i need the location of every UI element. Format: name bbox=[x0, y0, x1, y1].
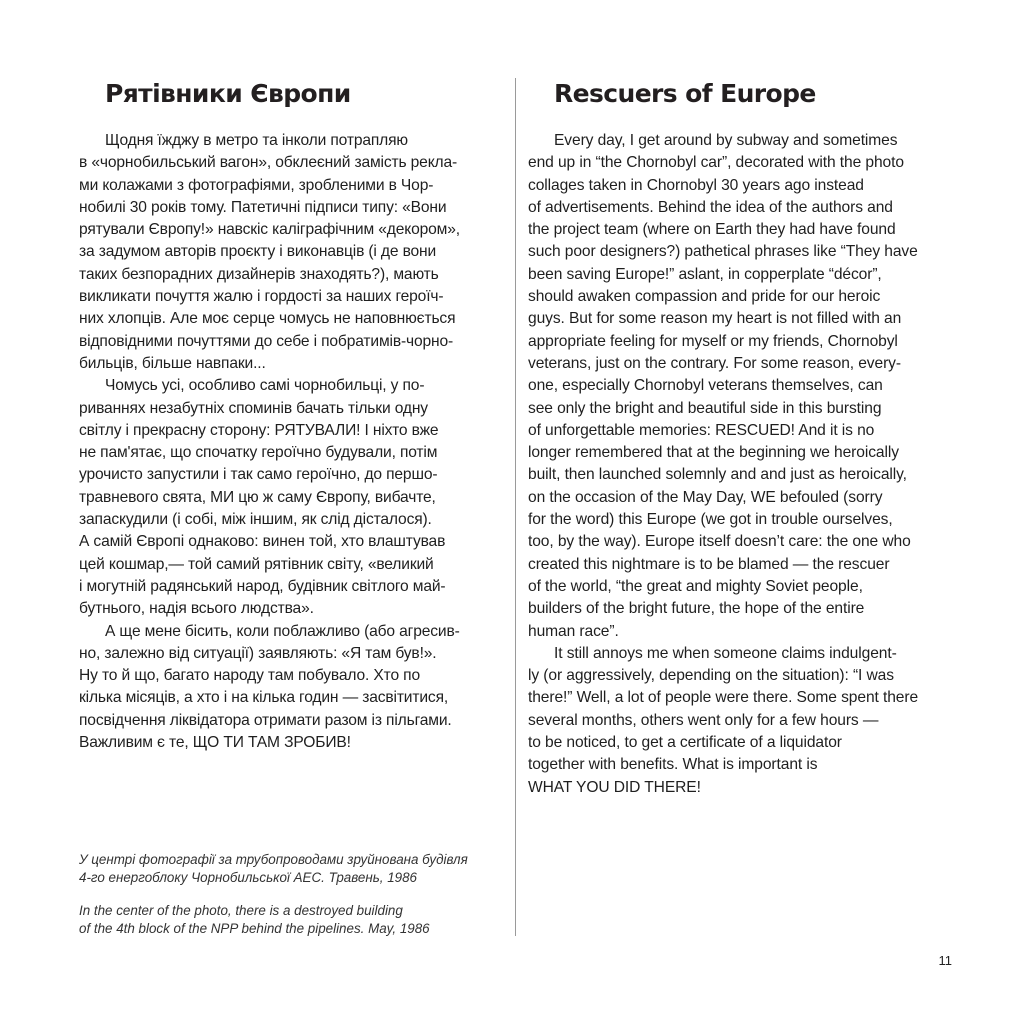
text-line: бутнього, надія всього людства». bbox=[79, 600, 314, 618]
text-line: should awaken compassion and pride for our heroic bbox=[528, 288, 881, 306]
text-line: collages taken in Chornobyl 30 years ago instead bbox=[528, 176, 864, 194]
text-line: посвідчення ліквідатора отримати разом із пільгами. bbox=[79, 711, 452, 729]
photo-caption-ukrainian bbox=[79, 851, 509, 887]
text-line: of the world, “the great and mighty Soviet people, bbox=[528, 577, 863, 595]
ukrainian-body bbox=[79, 130, 504, 754]
text-line: риваннях незабутніх споминів бачать тільки одну bbox=[79, 399, 428, 417]
text-line: цей кошмар,— той самий рятівник світу, «великий bbox=[79, 555, 434, 573]
text-line: It still annoys me when someone claims indulgent- bbox=[554, 644, 897, 662]
text-line: of advertisements. Behind the idea of the authors and bbox=[528, 198, 893, 216]
text-line: veterans, just on the contrary. For some reason, every- bbox=[528, 354, 901, 372]
text-line: appropriate feeling for myself or my friends, Chornobyl bbox=[528, 332, 898, 350]
caption-line: У центрі фотографії за трубопроводами зруйнована будівля bbox=[79, 852, 468, 867]
text-line: і могутній радянський народ, будівник світлого май- bbox=[79, 577, 446, 595]
text-line: Щодня їжджу в метро та інколи потрапляю bbox=[105, 132, 408, 149]
caption-line: of the 4th block of the NPP behind the pipelines. May, 1986 bbox=[79, 921, 430, 936]
text-line: А ще мене бісить, коли поблажливо (або агресив- bbox=[105, 622, 460, 640]
text-line: several months, others went only for a few hours — bbox=[528, 711, 879, 729]
text-line: но, залежно від ситуації) заявляють: «Я там був!». bbox=[79, 644, 437, 662]
text-line: них хлопців. Але моє серце чомусь не наповнюється bbox=[79, 310, 456, 328]
text-line: за задумом авторів проєкту і виконавців (і де вони bbox=[79, 243, 437, 261]
text-line: урочисто запустили і так само героїчно, до першо- bbox=[79, 466, 438, 484]
english-body bbox=[528, 130, 953, 799]
text-line: не пам'ятає, що спочатку героїчно будували, потім bbox=[79, 444, 438, 462]
text-line: of unforgettable memories: RESCUED! And it is no bbox=[528, 421, 875, 439]
text-line: guys. But for some reason my heart is not filled with an bbox=[528, 310, 902, 328]
text-line: кілька місяців, а хто і на кілька годин — засвітитися, bbox=[79, 689, 449, 707]
text-line: WHAT YOU DID THERE! bbox=[528, 778, 701, 796]
text-line: built, then launched solemnly and and just as heroically, bbox=[528, 466, 907, 484]
caption-line: 4-го енергоблоку Чорнобильської АЕС. Травень, 1986 bbox=[79, 870, 418, 885]
text-line: рятували Європу!» навскіс каліграфічним «декором», bbox=[79, 221, 460, 239]
text-line: for the word) this Europe (we got in trouble ourselves, bbox=[528, 511, 893, 529]
text-line: together with benefits. What is important is bbox=[528, 756, 818, 774]
text-line: Ну то й що, багато народу там побувало. Хто по bbox=[79, 667, 420, 685]
text-line: таких безпорадних дизайнерів знаходять?), мають bbox=[79, 265, 439, 283]
text-line: Важливим є те, ЩО ТИ ТАМ ЗРОБИВ! bbox=[79, 734, 351, 752]
text-line: Чомусь усі, особливо самі чорнобильці, у по- bbox=[105, 377, 425, 395]
column-divider bbox=[515, 78, 516, 936]
text-line: on the occasion of the May Day, WE befouled (sorry bbox=[528, 488, 883, 506]
text-line: too, by the way). Europe itself doesn’t care: the one who bbox=[528, 533, 911, 551]
text-line: запаскудили (і собі, між іншим, як слід дісталося). bbox=[79, 511, 432, 529]
text-line: there!” Well, a lot of people were there. Some spent there bbox=[528, 689, 919, 707]
text-line: нобилі 30 років тому. Патетичні підписи типу: «Вони bbox=[79, 198, 447, 216]
photo-caption-english bbox=[79, 902, 509, 938]
text-line: human race”. bbox=[528, 622, 619, 640]
text-line: бильців, більше навпаки... bbox=[79, 354, 266, 372]
text-line: to be noticed, to get a certificate of a liquidator bbox=[528, 734, 842, 752]
text-line: been saving Europe!” aslant, in copperplate “décor”, bbox=[528, 265, 882, 283]
ukrainian-title: Рятівники Європи bbox=[105, 79, 351, 108]
text-line: longer remembered that at the beginning we heroically bbox=[528, 444, 899, 462]
page-number: 11 bbox=[938, 953, 952, 968]
text-line: ly (or aggressively, depending on the situation): “I was bbox=[528, 667, 894, 685]
text-line: А самій Європі однаково: винен той, хто влаштував bbox=[79, 533, 446, 551]
text-line: see only the bright and beautiful side in this bursting bbox=[528, 399, 882, 417]
caption-line: In the center of the photo, there is a destroyed building bbox=[79, 903, 403, 918]
text-line: травневого свята, МИ цю ж саму Європу, вибачте, bbox=[79, 488, 436, 506]
text-line: ми колажами з фотографіями, зробленими в Чор- bbox=[79, 176, 434, 194]
text-line: one, especially Chornobyl veterans themselves, can bbox=[528, 377, 883, 395]
ukrainian-column bbox=[79, 76, 504, 754]
text-line: end up in “the Chornobyl car”, decorated with the photo bbox=[528, 154, 904, 172]
text-line: builders of the bright future, the hope of the entire bbox=[528, 600, 865, 618]
text-line: such poor designers?) pathetical phrases like “They have bbox=[528, 243, 918, 261]
text-line: the project team (where on Earth they had have found bbox=[528, 221, 896, 239]
text-line: Every day, I get around by subway and sometimes bbox=[554, 132, 898, 149]
text-line: created this nightmare is to be blamed — the rescuer bbox=[528, 555, 890, 573]
english-title: Rescuers of Europe bbox=[554, 79, 816, 108]
text-line: відповідними почуттями до себе і побратимів-чорно- bbox=[79, 332, 454, 350]
text-line: в «чорнобильський вагон», обклеєний замість рекла- bbox=[79, 154, 458, 172]
text-line: світлу і прекрасну сторону: РЯТУВАЛИ! І ніхто вже bbox=[79, 421, 439, 439]
text-line: викликати почуття жалю і гордості за наших героїч- bbox=[79, 288, 444, 306]
english-column bbox=[528, 76, 953, 799]
